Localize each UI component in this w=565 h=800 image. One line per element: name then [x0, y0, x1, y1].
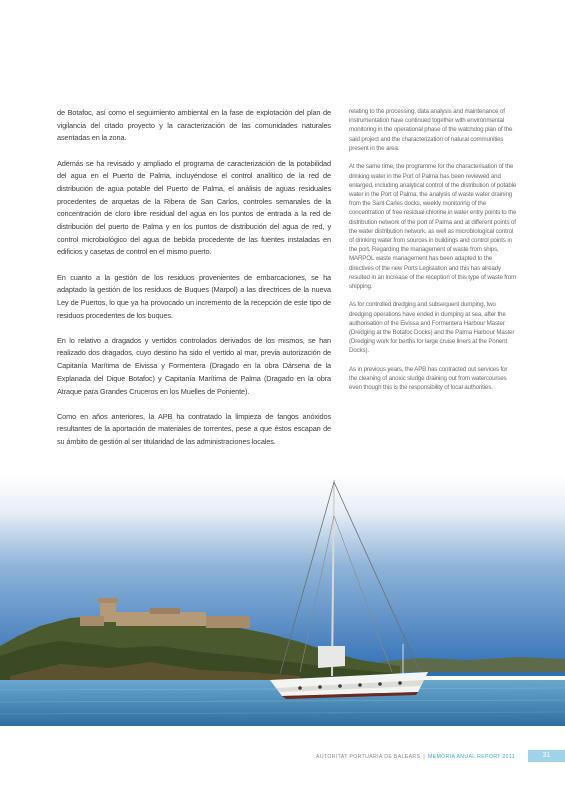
spanish-paragraph: En cuanto a la gestión de los residuos provenientes de embarcaciones, se ha adaptado la gestión de los residuos de Buques (Marpol) a las directrices de la nueva Ley de Puertos, lo que ya ha provocado un incremento de la recepción de este tipo de residuos procedentes de los buques. [57, 272, 331, 320]
page-number: 31 [528, 750, 565, 762]
sailboat-harbour-photo [0, 476, 565, 726]
spanish-paragraph: En lo relativo a dragados y vertidos controlados derivados de los mismos, se han realizado dos dragados, cuyo destino ha sido el vertido al mar, previa autorización de Capitanía Marítima de Eivissa y Formentera (Dragado en la obra Dársena de la Explanada del Dique Botafoc) y Capitanía Marítima de Palma (Dragado en la obra Atraque para Grandes Cruceros en los Muelles de Poniente). [57, 335, 331, 396]
footer-caption [316, 754, 515, 760]
english-paragraph: At the same time, the programme for the characterisation of the drinking water in the Port of Palma has been reviewed and enlarged, including analytical control of the distribution of potable water in the Port of Palma, the analysis of waste water draining from the Sant Carles docks, weekly monitoring of the concentration of free residual chlorine in water entry points to the distribution network of the port of Palma and at different points of the water distribution network, as well as microbiological control of drinking water from sources in buildings and control points in the port. Regarding the management of waste from ships, MARPOL waste management has been adapted to the directives of the new Ports Legislation and this has already resulted in an increase of the reception of this type of waste from shipping. [349, 163, 517, 290]
spanish-paragraph: Además se ha revisado y ampliado el programa de caracterización de la potabilidad del agua en el Puerto de Palma, incluyéndose el control analítico de la red de distribución de agua potable del Puerto de Palma, el análisis de aguas residuales procedentes de arquetas de la Ribera de San Carlos, controles semanales de la concentración de cloro libre residual del agua en los puntos de entrada a la red de distribución del puerto de Palma y en los puntos de distribución del agua de red, y control microbiológico del agua de bebida procedente de las fuentes instaladas en edificios y casetas de control en el mismo puerto. [57, 158, 331, 257]
footer-organization: AUTORITAT PORTUÀRIA DE BALEARS [316, 754, 421, 760]
page-footer [0, 750, 565, 766]
english-paragraph: As for controlled dredging and subsequent dumping, two dredging operations have ended in dumping at sea, after the authorisation of the Eivissa and Formentera Harbour Master (Dredging at the Botafoc Docks) and the Palma Harbour Master (Dredging work for berths for large cruise liners at the Ponent Docks). [349, 301, 515, 355]
english-paragraph: As in previous years, the APB has contracted out services for the cleaning of anoxic sludge draining out from watercourses even though this is the responsibility of local authorities. [349, 365, 508, 392]
spanish-paragraph: Como en años anteriores, la APB ha contratado la limpieza de fangos anóxidos resultantes de la aportación de materiales de torrentes, pese a que éstos escapan de su ámbito de gestión al ser titularidad de las administraciones locales. [57, 411, 331, 447]
english-paragraph: relating to the processing, data analysis and maintenance of instrumentation have continued together with environmental monitoring in the operational phase of the watchdog plan of the said project and the characterization of natural communities present in the area. [349, 108, 513, 152]
spanish-text-column [57, 107, 331, 461]
english-text-column [349, 107, 517, 402]
footer-report-title: MEMÒRIA ANUAL REPORT 2011 [428, 754, 515, 760]
footer-separator: | [423, 754, 426, 760]
spanish-paragraph: de Botafoc, así como el seguimiento ambiental en la fase de explotación del plan de vigilancia del citado proyecto y la caracterización de las comunidades naturales asentadas en la zona. [57, 108, 331, 143]
